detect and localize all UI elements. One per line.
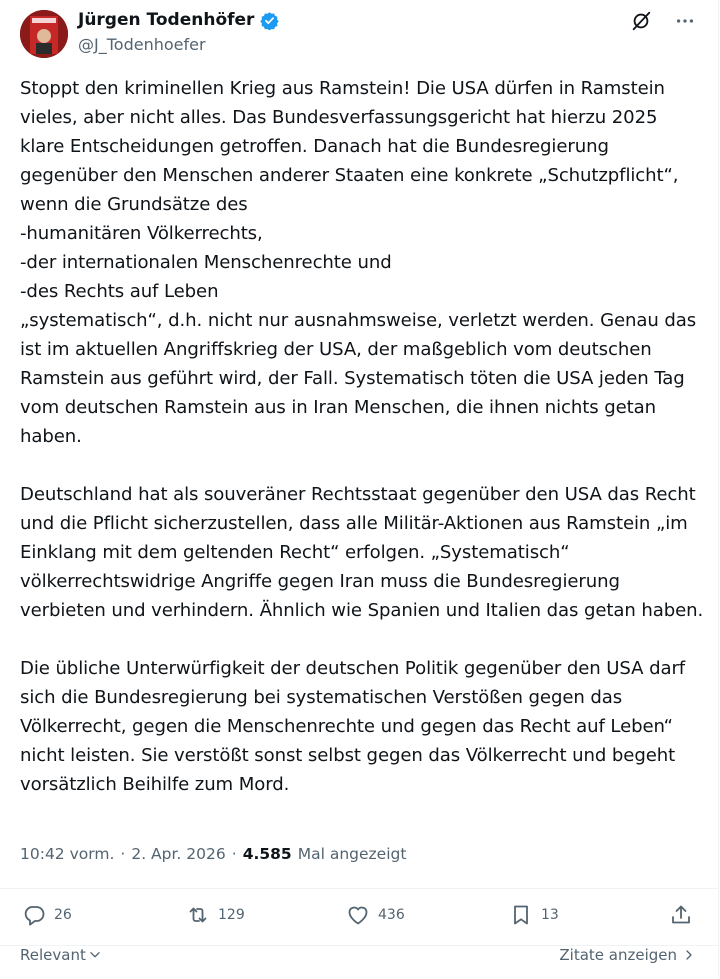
heart-icon [346, 903, 370, 927]
reply-count: 26 [54, 907, 72, 923]
repost-button[interactable] [186, 903, 245, 927]
author-name[interactable]: Jürgen Todenhöfer [78, 10, 255, 30]
meta-separator: · [120, 845, 126, 863]
grok-icon[interactable] [628, 8, 654, 34]
chevron-right-icon [683, 949, 695, 961]
sort-dropdown[interactable] [20, 946, 102, 964]
top-actions [628, 8, 698, 34]
sort-label: Relevant [20, 946, 86, 964]
reply-icon [22, 903, 46, 927]
reply-button[interactable] [22, 903, 72, 927]
author-name-row [78, 10, 279, 30]
share-button[interactable] [669, 903, 693, 927]
view-count-label: Mal angezeigt [297, 845, 407, 863]
bookmark-button[interactable] [509, 903, 559, 927]
chevron-down-icon [88, 948, 102, 962]
meta-separator: · [231, 845, 237, 863]
post-time[interactable]: 10:42 vorm. [20, 845, 115, 863]
avatar[interactable] [20, 10, 68, 58]
bookmark-icon [509, 903, 533, 927]
share-icon [669, 903, 693, 927]
author-handle[interactable]: @J_Todenhoefer [78, 35, 206, 54]
view-count: 4.585 [242, 845, 292, 863]
like-count: 436 [378, 907, 405, 923]
like-button[interactable] [346, 903, 405, 927]
repost-icon [186, 903, 210, 927]
view-quotes-link[interactable] [559, 946, 695, 964]
post-meta [20, 845, 406, 863]
post-date[interactable]: 2. Apr. 2026 [131, 845, 226, 863]
bookmark-count: 13 [541, 907, 559, 923]
view-quotes-label: Zitate anzeigen [559, 946, 677, 964]
repost-count: 129 [218, 907, 245, 923]
verified-badge-icon [260, 11, 279, 30]
post-text: Stoppt den kriminellen Krieg aus Ramstein! Die USA dürfen in Ramstein vieles, aber nicht alles. Das Bundesverfassungsgericht hat hierzu 2025 klare Entscheidungen getroffen. Danach hat die Bundesregierung gegenüber den Menschen anderer Staaten eine konkrete „Schutzpflicht“, wenn die Grundsätze des -humanitären Völkerrechts, -der internationalen Menschenrechte und -des Rechts auf Leben „systematisch“, d.h. nicht nur ausnahmsweise, verletzt werden. Genau das ist im aktuellen Angriffskrieg der USA, der maßgeblich vom deutschen Ramstein aus geführt wird, der Fall. Systematisch töten die USA jeden Tag vom deutschen Ramstein aus in Iran Menschen, die ihnen nichts getan haben. Deutschland hat als souveräner Rechtsstaat gegenüber den USA das Recht und die Pflicht sicherzustellen, dass alle Militär-Aktionen aus Ramstein „im Einklang mit dem geltenden Recht“ erfolgen. „Systematisch“ völkerrechtswidrige Angriffe gegen Iran muss die Bundesregierung verbieten und verhindern. Ähnlich wie Spanien und Italien das getan haben. Die übliche Unterwürfigkeit der deutschen Politik gegenüber den USA darf sich die Bundesregierung bei systematischen Verstößen gegen das Völkerrecht, gegen die Menschenrechte und gegen das Recht auf Leben“ nicht leisten. Sie verstößt sonst selbst gegen das Völkerrecht und begeht vorsätzlich Beihilfe zum Mord. [20, 78, 704, 795]
action-bar [0, 888, 719, 946]
more-options-icon[interactable] [672, 8, 698, 34]
reply-footer [0, 946, 719, 979]
